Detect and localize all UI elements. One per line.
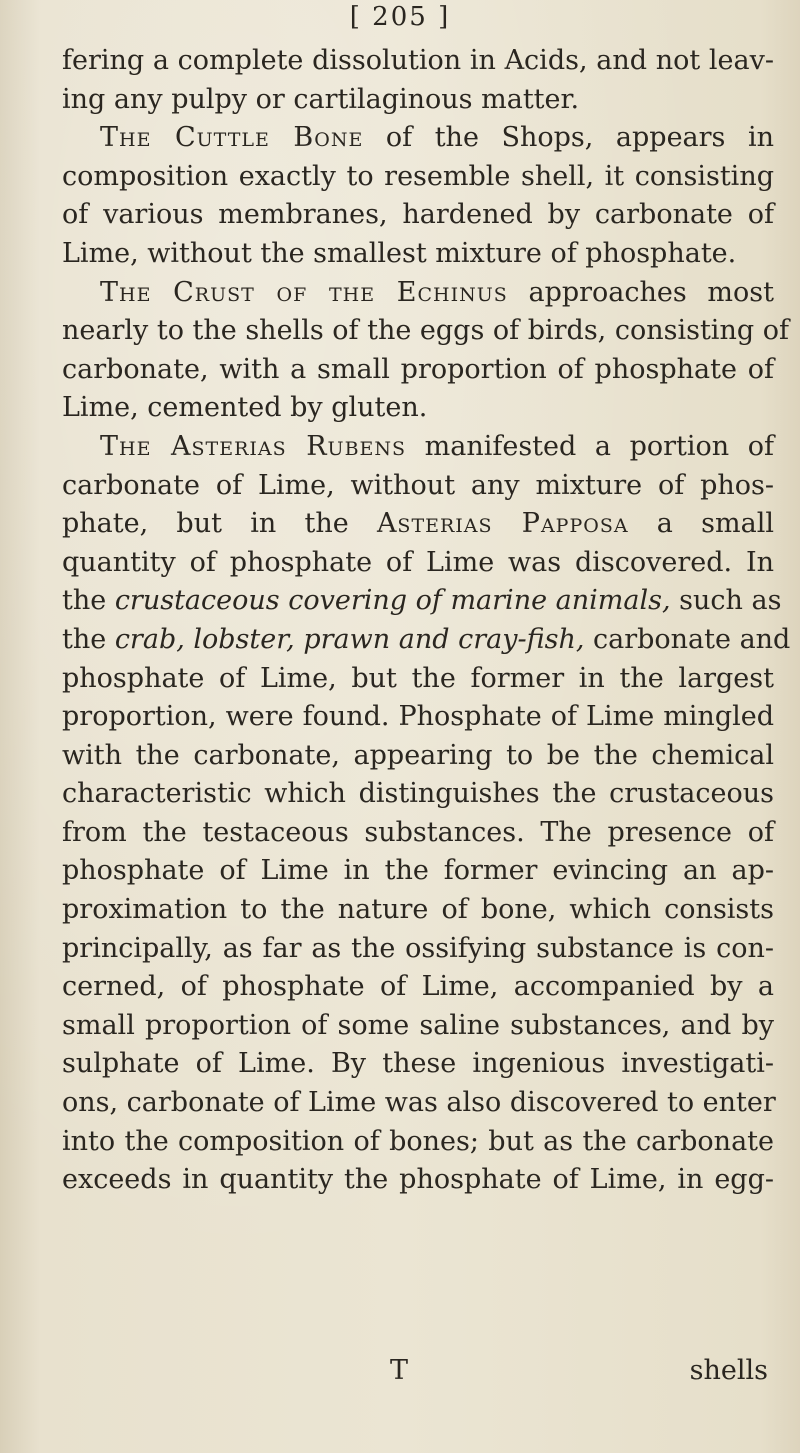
page-footer xyxy=(0,1355,800,1395)
text-line: carbonate of Lime, without any mixture of phos- xyxy=(62,469,774,501)
text-line: Lime, cemented by gluten. xyxy=(62,392,428,424)
text-line: ing any pulpy or cartilaginous matter. xyxy=(62,83,580,115)
text-line: small proportion of some saline substances, and by xyxy=(62,1009,774,1041)
small-caps-term: Asterias Papposa xyxy=(376,508,629,540)
text-line: nearly to the shells of the eggs of birds, consisting of xyxy=(62,315,789,347)
text-line: sulphate of Lime. By these ingenious investigati- xyxy=(62,1048,774,1080)
signature-mark: T xyxy=(390,1355,409,1386)
text-line: the crustaceous covering of marine animals, such as xyxy=(62,585,782,617)
text-line: with the carbonate, appearing to be the chemical xyxy=(62,739,774,771)
text-line: of various membranes, hardened by carbonate of xyxy=(62,199,774,231)
text-line: carbonate, with a small proportion of phosphate of xyxy=(62,353,774,385)
small-caps-heading: The Asterias Rubens xyxy=(100,430,407,462)
text-line: phate, but in the Asterias Papposa a small xyxy=(62,508,774,540)
text-line: proximation to the nature of bone, which consists xyxy=(62,894,774,926)
paragraph-start-cuttle-bone: The Cuttle Bone of the Shops, appears in xyxy=(100,122,774,154)
small-caps-heading: The Crust of the Echinus xyxy=(100,276,508,308)
text-line: phosphate of Lime in the former evincing an ap- xyxy=(62,855,774,887)
text-line: principally, as far as the ossifying substance is con- xyxy=(62,932,774,964)
body-text xyxy=(62,42,791,1200)
text-line: into the composition of bones; but as the carbonate xyxy=(62,1125,774,1157)
small-caps-heading: The Cuttle Bone xyxy=(100,122,364,154)
paragraph-start-asterias: The Asterias Rubens manifested a portion of xyxy=(100,430,774,462)
italic-term: crab, lobster, prawn and cray-fish, xyxy=(114,623,585,655)
text-line: proportion, were found. Phosphate of Lime mingled xyxy=(62,701,774,733)
text-line: cerned, of phosphate of Lime, accompanied by a xyxy=(62,971,774,1003)
text-line: Lime, without the smallest mixture of phosphate. xyxy=(62,237,737,269)
text-line: fering a complete dissolution in Acids, and not leav- xyxy=(62,45,774,76)
page-number: [ 205 ] xyxy=(349,2,451,32)
text-line: phosphate of Lime, but the former in the largest xyxy=(62,662,774,694)
text-line: the crab, lobster, prawn and cray-fish, carbonate and xyxy=(62,623,791,655)
paragraph-start-echinus: The Crust of the Echinus approaches most xyxy=(100,276,774,308)
text-line: exceeds in quantity the phosphate of Lime, in egg- xyxy=(62,1164,774,1196)
text-line: ons, carbonate of Lime was also discovered to enter xyxy=(62,1087,776,1119)
text-line: characteristic which distinguishes the crustaceous xyxy=(62,778,774,810)
text-line: composition exactly to resemble shell, it consisting xyxy=(62,160,774,192)
text-line: from the testaceous substances. The presence of xyxy=(62,816,774,848)
catchword: shells xyxy=(689,1355,768,1386)
italic-term: crustaceous covering of marine animals, xyxy=(114,585,671,617)
text-line: quantity of phosphate of Lime was discovered. In xyxy=(62,546,774,578)
